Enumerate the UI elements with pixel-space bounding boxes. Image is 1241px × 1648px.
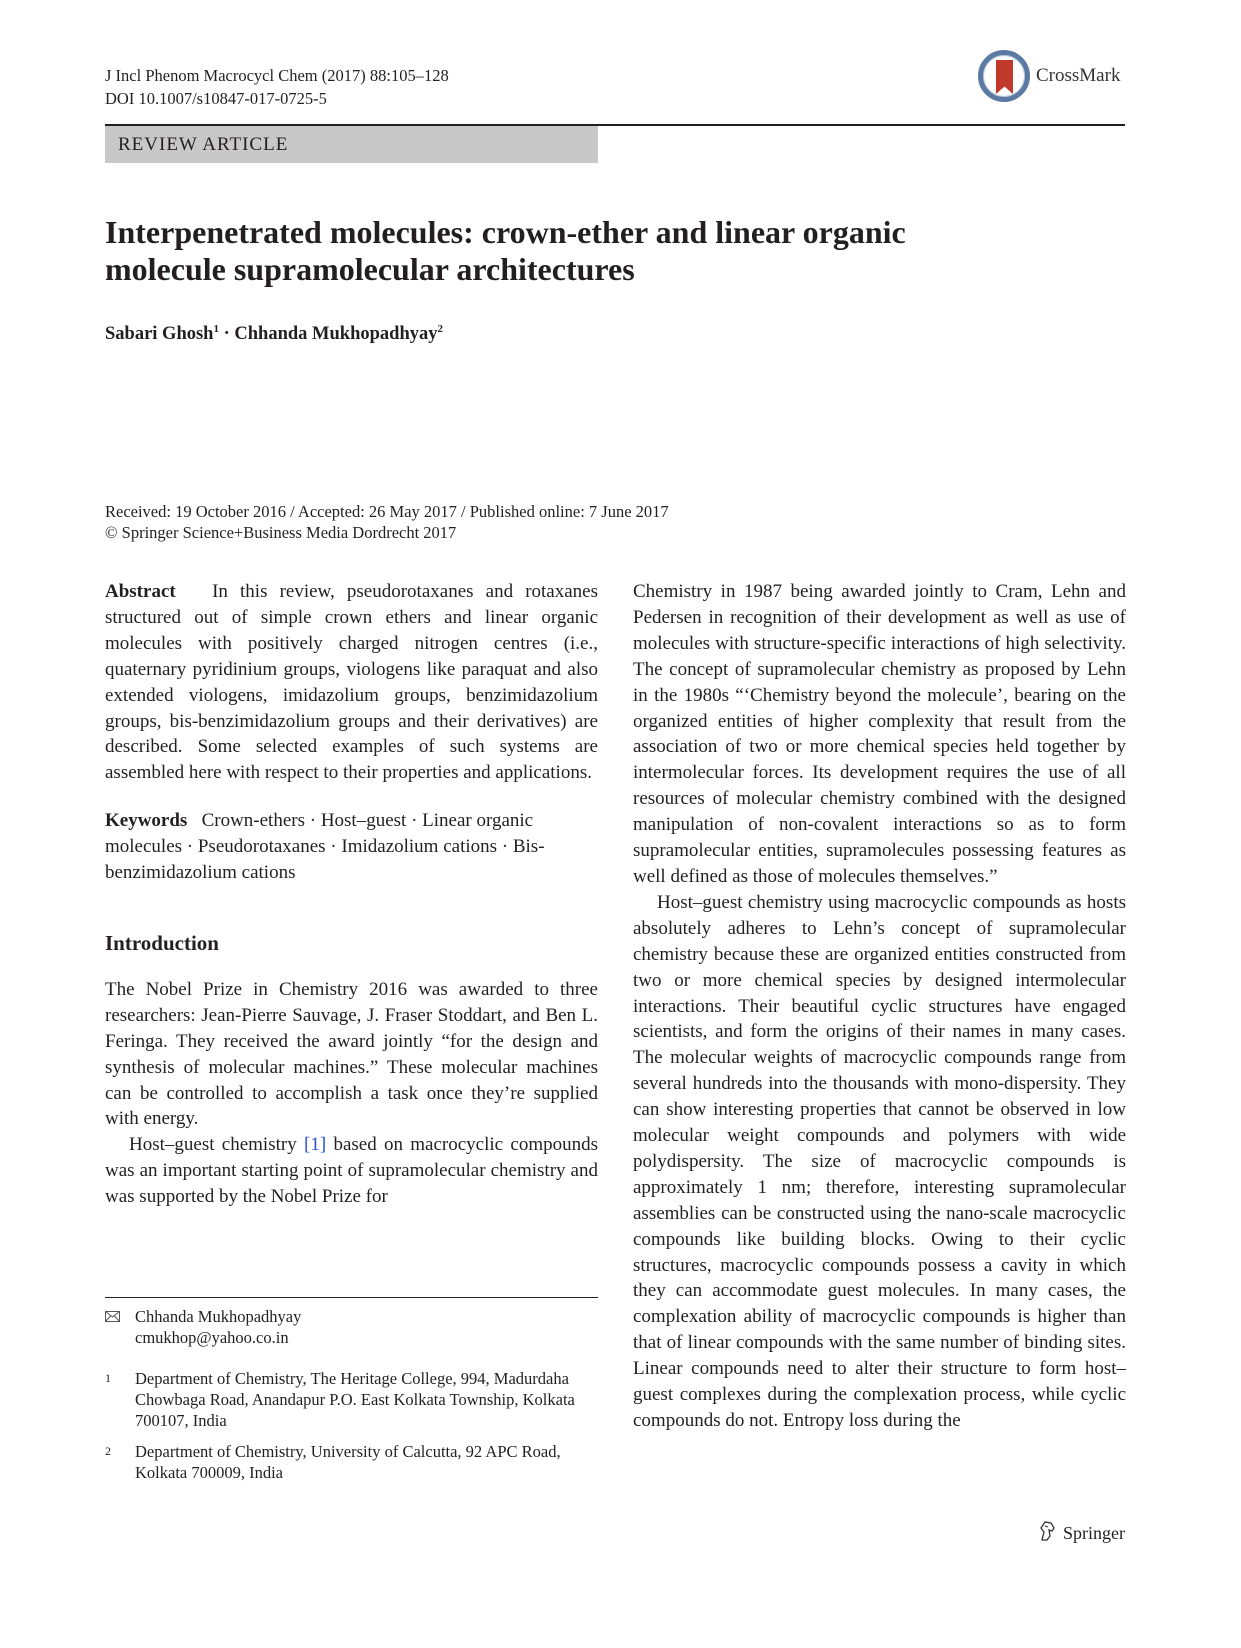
abstract-label: Abstract — [105, 581, 176, 602]
affiliation-mark: 2 — [437, 323, 443, 335]
affiliation-mark: 1 — [213, 323, 219, 335]
keywords-label: Keywords — [105, 810, 188, 832]
author-name[interactable]: Chhanda Mukhopadhyay — [234, 324, 438, 345]
keywords-text: Crown-ethers · Host–guest · Linear organic molecules · Pseudorotaxanes · Imidazolium cations · Bis-benzimidazolium cations — [105, 810, 545, 884]
citation-link[interactable]: [1] — [304, 1134, 327, 1156]
affiliation-text: Department of Chemistry, The Heritage College, 994, Madurdaha Chowbaga Road, Anandapur P.O. East Kolkata Township, Kolkata 700107, India — [135, 1369, 575, 1430]
section-heading-introduction: Introduction — [105, 930, 219, 955]
paragraph — [105, 1132, 598, 1210]
history-dates: Received: 19 October 2016 / Accepted: 26 May 2017 / Published online: 7 June 2017 — [105, 502, 669, 521]
doi[interactable]: DOI 10.1007/s10847-017-0725-5 — [105, 89, 327, 108]
corresponding-email[interactable]: cmukhop@yahoo.co.in — [135, 1328, 289, 1347]
journal-header — [105, 64, 449, 110]
footnote-rule — [105, 1297, 598, 1298]
crossmark-label: CrossMark — [1036, 65, 1121, 86]
paragraph: Host–guest chemistry using macrocyclic compounds as hosts absolutely adheres to Lehn’s concept of supramolecular chemistry because these are organized entities constructed from two or more chemical species by designed intermolecular interactions. Their beautiful cyclic structures have engaged scientists, and form the origins of their names in many cases. The molecular weights of macrocyclic compounds range from several hundreds into the thousands with mono-dispersity. They can show interesting properties that cannot be observed in low molecular weight compounds and polymers with wide polydispersity. The size of macrocyclic compounds is approximately 1 nm; therefore, interesting supramolecular assemblies can be constructed using the nano-scale macrocyclic compounds like building blocks. Owing to their cyclic structures, macrocyclic compounds possess a cavity in which they can accommodate guest molecules. In many cases, the complexation ability of macrocyclic compounds is higher than that of linear compounds with the same number of binding sites. Linear compounds need to alter their structure to form host–guest complexes during the complexation process, while cyclic compounds do not. Entropy loss during the — [633, 891, 1126, 1431]
paragraph-text: Host–guest chemistry — [129, 1134, 304, 1156]
author-list — [105, 323, 443, 345]
paragraph: The Nobel Prize in Chemistry 2016 was awarded to three researchers: Jean-Pierre Sauvage, J. Fraser Stoddart, and Ben L. Feringa. They received the award jointly “for the design and synthesis of molecular machines.” These molecular machines can be controlled to accomplish a task once they’re supplied with energy. — [105, 978, 598, 1130]
article-title: Interpenetrated molecules: crown-ether and linear organic molecule supramolecular architectures — [105, 214, 906, 287]
author-separator: · — [218, 324, 235, 345]
affiliation-number: 1 — [105, 1371, 111, 1385]
journal-citation: J Incl Phenom Macrocycl Chem (2017) 88:105–128 — [105, 66, 449, 85]
right-column — [633, 579, 1126, 1434]
author-name[interactable]: Sabari Ghosh — [105, 324, 214, 345]
paragraph: Chemistry in 1987 being awarded jointly to Cram, Lehn and Pedersen in recognition of their development as well as use of molecules with structure-specific interactions of high selectivity. The concept of supramolecular chemistry as proposed by Lehn in the 1980s “‘Chemistry beyond the molecule’, bearing on the organized entities of higher complexity that result from the association of two or more chemical species held together by intermolecular forces. Its development requires the use of all resources of molecular chemistry combined with the designed manipulation of non-covalent interactions so as to form supramolecular entities, supramolecules possessing features as well defined as those of molecules themselves.” — [633, 581, 1126, 887]
publisher-logo — [1038, 1520, 1125, 1547]
affiliation-text: Department of Chemistry, University of Calcutta, 92 APC Road, Kolkata 700009, India — [135, 1442, 561, 1482]
keywords — [105, 808, 598, 886]
crossmark-badge[interactable] — [978, 50, 1120, 102]
paragraph-text: based on macrocyclic compounds was an important starting point of supramolecular chemistry and was supported by the Nobel Prize for — [105, 1134, 598, 1208]
corresponding-author — [105, 1306, 598, 1348]
affiliation-1 — [105, 1368, 598, 1431]
copyright: © Springer Science+Business Media Dordrecht 2017 — [105, 523, 457, 542]
article-type-banner: REVIEW ARTICLE — [105, 126, 598, 163]
corresponding-name: Chhanda Mukhopadhyay — [135, 1307, 302, 1326]
abstract-text: In this review, pseudorotaxanes and rotaxanes structured out of simple crown ethers and linear organic molecules with positively charged nitrogen centres (i.e., quaternary pyridinium groups, viologens like paraquat and also extended viologens, imidazolium groups, benzimidazolium groups, bis-benzimidazolium groups and their derivatives) are described. Some selected examples of such systems are assembled here with respect to their properties and applications. — [105, 581, 598, 784]
affiliation-number: 2 — [105, 1444, 111, 1458]
envelope-icon — [105, 1308, 120, 1329]
springer-horse-icon — [1038, 1520, 1058, 1547]
affiliation-2 — [105, 1441, 598, 1483]
publisher-name: Springer — [1063, 1523, 1125, 1543]
left-column — [105, 579, 598, 1210]
publication-dates — [105, 501, 669, 543]
abstract — [105, 579, 598, 786]
crossmark-icon — [978, 50, 1030, 102]
